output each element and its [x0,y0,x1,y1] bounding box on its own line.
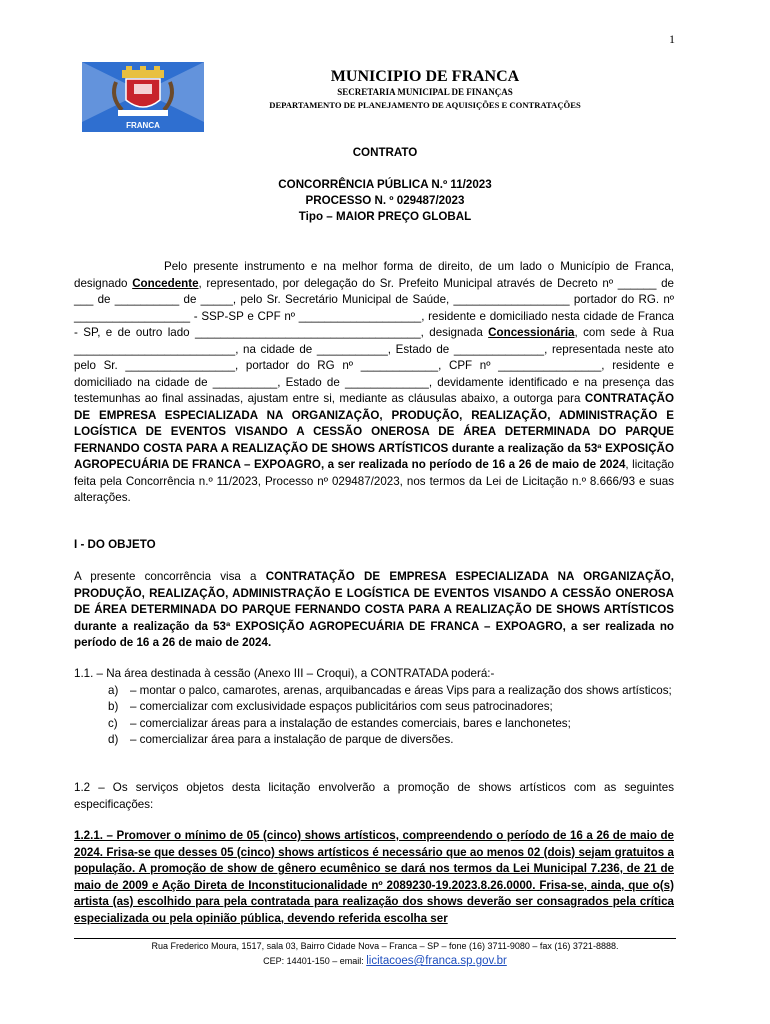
objeto-paragraph: A presente concorrência visa a CONTRATAÇÃO DE EMPRESA ESPECIALIZADA NA ORGANIZAÇÃO, PRODUÇÃO, REALIZAÇÃO, ADMINISTRAÇÃO E LOGÍSTICA DE EVENTOS VISANDO A CESSÃO ONEROSA DE ÁREA DETERMINADA DO PARQUE FERNANDO COSTA PARA A REALIZAÇÃO DE SHOWS ARTÍSTICOS durante a realização da 53ª EXPOSIÇÃO AGROPECUÁRIA DE FRANCA – EXPOAGRO, a ser realizada no período de 16 a 26 de maio de 2024. [74,570,674,649]
secretariat-subtitle: SECRETARIA MUNICIPAL DE FINANÇAS [337,87,513,97]
list-item: b) – comercializar com exclusividade espaços publicitários com seus patrocinadores; [108,700,553,713]
list-item: c) – comercializar áreas para a instalação de estandes comerciais, bares e lanchonetes; [108,716,571,730]
tipo-line: Tipo – MAIOR PREÇO GLOBAL [298,210,472,223]
footer-contact: CEP: 14401-150 – email: licitacoes@franca.sp.gov.br [263,955,507,967]
concedente-term: Concedente [132,276,199,290]
logo-text: FRANCA [126,121,160,130]
item-1-1-block [74,666,676,749]
department-subtitle: DEPARTAMENTO DE PLANEJAMENTO DE AQUISIÇÕES E CONTRATAÇÕES [269,100,581,110]
page-number: 1 [669,32,675,46]
item-1-2-paragraph: 1.2 – Os serviços objetos desta licitação envolverão a promoção de shows artísticos com as seguintes especificações: [74,781,674,811]
list-item: a) – montar o palco, camarotes, arenas, arquibancadas e áreas Vips para a realização dos shows artísticos; [108,683,672,697]
item-1-2-1-paragraph: 1.2.1. – Promover o mínimo de 05 (cinco) shows artísticos, compreendendo o período de 16 a 26 de maio de 2024. Frisa-se que desses 05 (cinco) shows artísticos é necessário que ao menos 02 (dois) sejam gratuitos a população. A promoção de show de gênero ecumênico se dará nos termos da Lei Municipal 7.236, de 21 de maio de 2009 e Ação Direta de Inconstitucionalidade nº 2089230-19.2023.8.26.0000. Frisa-se, ainda, que o(s) artista (as) escolhido para pela contratada para realização dos shows deverão ser consagrados pela crítica especializada ou pela opinião pública, devendo referida escolha ser [74,829,674,925]
footer-address: Rua Frederico Moura, 1517, sala 03, Bairro Cidade Nova – Franca – SP – fone (16) 3711-9080 – fax (16) 3721-8888. [151,941,619,951]
concorrencia-number: CONCORRÊNCIA PÚBLICA N.º 11/2023 [278,178,492,191]
intro-paragraph: Pelo presente instrumento e na melhor forma de direito, de um lado o Município de Franca, designado Concedente, representado, por delegação do Sr. Prefeito Municipal através de Decreto nº ______ de ___ de __________ de _____, pelo Sr. Secretário Municipal de Saúde, __________________ portador do RG. nº __________________ - SSP-SP e CPF nº ___________________, residente e domiciliado nesta cidade de Franca - SP, e de outro lado ___________________________________, designada Concessionária, com sede à Rua _________________________, na cidade de ___________, Estado de ______________, representada neste ato pelo Sr. _________________, portador do RG nº ____________, CPF nº ________________, residente e domiciliado na cidade de __________, Estado de _____________, devidamente identificado e na presença das testemunhas ao final assinadas, ajustam entre si, mediante as cláusulas abaixo, a outorga para CONTRATAÇÃO DE EMPRESA ESPECIALIZADA NA ORGANIZAÇÃO, PRODUÇÃO, REALIZAÇÃO, ADMINISTRAÇÃO E LOGÍSTICA DE EVENTOS VISANDO A CESSÃO ONEROSA DE ÁREA DETERMINADA DO PARQUE FERNANDO COSTA PARA A REALIZAÇÃO DE SHOWS ARTÍSTICOS durante a realização da 53ª EXPOSIÇÃO AGROPECUÁRIA DE FRANCA – EXPOAGRO, a ser realizada no período de 16 a 26 de maio de 2024, licitação feita pela Concorrência n.º 11/2023, Processo nº 029487/2023, nos termos da Lei de Licitação n.º 8.666/93 e suas alterações. [74,260,675,504]
footer-email-link[interactable]: licitacoes@franca.sp.gov.br [366,955,507,967]
municipality-title: MUNICIPIO DE FRANCA [330,68,520,85]
section-title-objeto: I - DO OBJETO [74,538,156,551]
processo-number: PROCESSO N. º 029487/2023 [305,194,465,207]
item-1-1-text: 1.1. – Na área destinada à cessão (Anexo III – Croqui), a CONTRATADA poderá:- [74,667,495,680]
list-item: d) – comercializar área para a instalação de parque de diversões. [108,733,454,746]
concessionaria-term: Concessionária [488,326,575,339]
footer-divider [74,938,676,939]
contract-heading: CONTRATO [352,146,418,159]
